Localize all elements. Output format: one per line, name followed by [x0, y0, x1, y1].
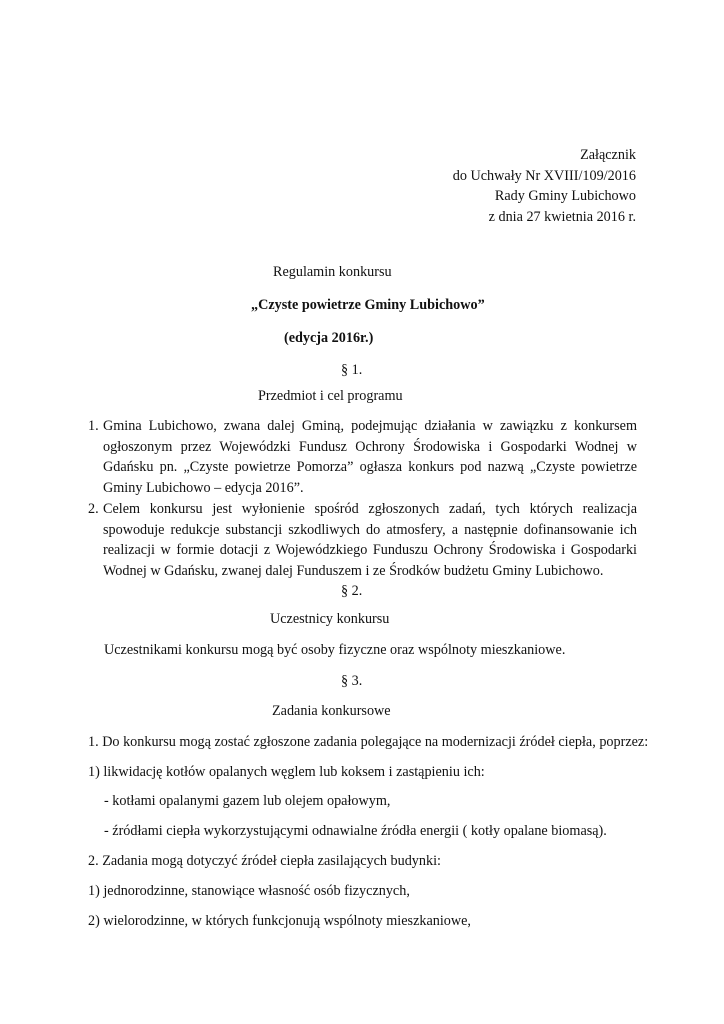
attachment-label: Załącznik [580, 147, 636, 163]
item-text: Celem konkursu jest wyłonienie spośród zgłoszonych zadań, tych których realizacja spowoduje redukcje substancji szkodliwych do atmosfery, a następnie dofinansowanie ich realizacji w formie dotacji z Wojewódzkiego Funduszu Ochrony Środowiska i Gospodarki Wodnej w Gdańsku, zwanej dalej Funduszem i ze Środków budżetu Gminy Lubichowo. [103, 501, 637, 579]
item-number: 2. [88, 501, 99, 517]
document-title: Regulamin konkursu [273, 264, 392, 280]
section-3-point-2-1: 1) jednorodzinne, stanowiące własność osób fizycznych, [88, 883, 410, 899]
section-3-point-2-2: 2) wielorodzinne, w których funkcjonują wspólnoty mieszkaniowe, [88, 913, 471, 929]
section-3-dash-item-1: - kotłami opalanymi gazem lub olejem opałowym, [104, 793, 391, 809]
section-1-item-2 [88, 499, 637, 581]
section-3-heading: Zadania konkursowe [272, 703, 391, 719]
section-2-mark: § 2. [341, 583, 363, 599]
section-1-item-1 [88, 416, 637, 498]
edition-label: (edycja 2016r.) [284, 330, 374, 346]
section-3-point-1-1: 1) likwidację kotłów opalanych węglem lub koksem i zastąpieniu ich: [88, 764, 485, 780]
section-3-point-1: 1. Do konkursu mogą zostać zgłoszone zadania polegające na modernizacji źródeł ciepła, poprzez: [88, 734, 649, 750]
attachment-header [453, 145, 636, 227]
section-1-heading: Przedmiot i cel programu [258, 388, 403, 404]
resolution-number: do Uchwały Nr XVIII/109/2016 [452, 167, 636, 184]
contest-name: „Czyste powietrze Gminy Lubichowo” [251, 297, 485, 313]
item-text: Gmina Lubichowo, zwana dalej Gminą, podejmując działania w zawiązku z konkursem ogłoszonym przez Wojewódzki Fundusz Ochrony Środowiska i Gospodarki Wodnej w Gdańsku pn. „Czyste powietrze Pomorza” ogłasza konkurs pod nazwą „Czyste powietrze Gminy Lubichowo – edycja 2016”. [103, 418, 637, 496]
section-2-heading: Uczestnicy konkursu [270, 611, 390, 627]
council-name: Rady Gminy Lubichowo [494, 188, 636, 204]
resolution-date: z dnia 27 kwietnia 2016 r. [488, 208, 636, 225]
section-2-text: Uczestnikami konkursu mogą być osoby fizyczne oraz wspólnoty mieszkaniowe. [104, 642, 566, 658]
section-3-mark: § 3. [341, 673, 363, 689]
section-3-dash-item-2: - źródłami ciepła wykorzystującymi odnawialne źródła energii ( kotły opalane biomasą). [104, 823, 607, 839]
item-number: 1. [88, 418, 99, 434]
section-1-mark: § 1. [341, 362, 363, 378]
section-3-point-2: 2. Zadania mogą dotyczyć źródeł ciepła zasilających budynki: [88, 853, 441, 869]
